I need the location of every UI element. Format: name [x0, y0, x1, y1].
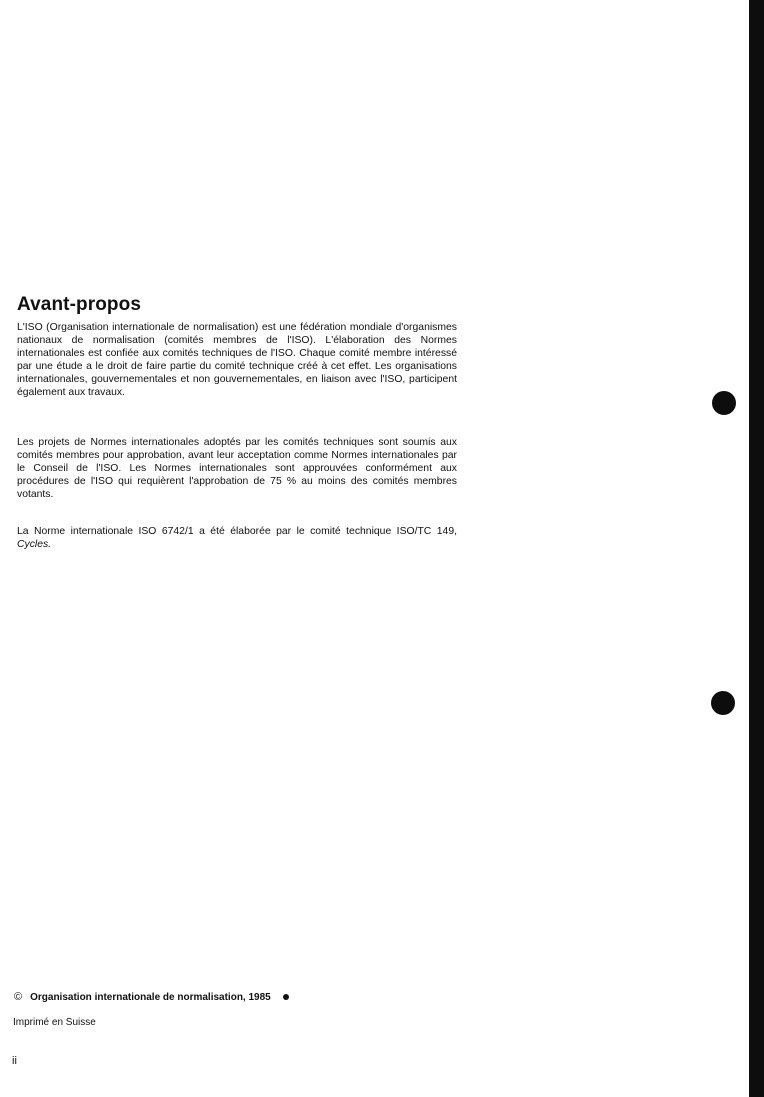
printed-in-label: Imprimé en Suisse — [13, 1017, 96, 1028]
page-number: ii — [12, 1055, 17, 1067]
bullet-icon — [283, 994, 289, 1000]
copyright-icon: © — [14, 991, 23, 1003]
foreword-paragraph-3 — [17, 525, 457, 551]
paragraph-3-text: La Norme internationale ISO 6742/1 a été élaborée par le comité technique ISO/TC 149, — [17, 526, 457, 537]
page-edge-shadow — [749, 0, 764, 1097]
binder-hole-top — [712, 391, 736, 415]
copyright-line — [14, 991, 289, 1003]
foreword-paragraph-1: L'ISO (Organisation internationale de normalisation) est une fédération mondiale d'organismes nationaux de normalisation (comités membres de l'ISO). L'élaboration des Normes internationales est confiée aux comités techniques de l'ISO. Chaque comité membre intéressé par une étude a le droit de faire partie du comité technique créé à cet effet. Les organisations internationales, gouvernementales et non gouvernementales, en liaison avec l'ISO, participent également aux travaux. — [17, 322, 457, 398]
committee-name: Cycles. — [17, 539, 52, 550]
copyright-organisation: Organisation internationale de normalisation, 1985 — [30, 991, 271, 1003]
foreword-paragraph-2: Les projets de Normes internationales adoptés par les comités techniques sont soumis aux comités membres pour approbation, avant leur acceptation comme Normes internationales par le Conseil de l'ISO. Les Normes internationales sont approuvées conformément aux procédures de l'ISO qui requièrent l'approbation de 75 % au moins des comités membres votants. — [17, 437, 457, 500]
page-title: Avant-propos — [17, 294, 141, 315]
binder-hole-bottom — [711, 691, 735, 715]
